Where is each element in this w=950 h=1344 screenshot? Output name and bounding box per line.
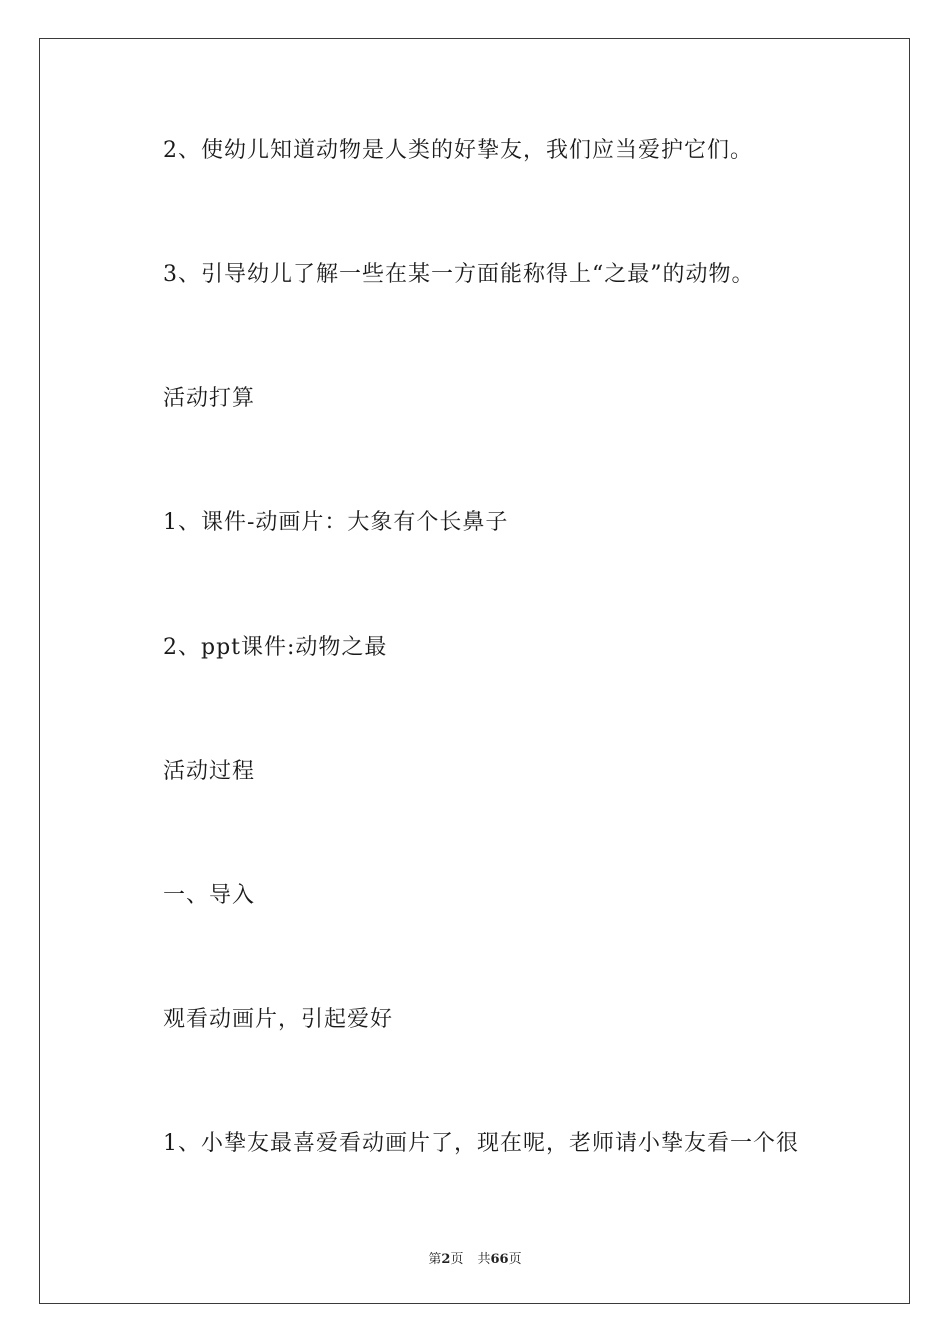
paragraph-goal-2: 2、使幼儿知道动物是人类的好挚友，我们应当爱护它们。 bbox=[163, 138, 753, 163]
paragraph-watch-cartoon: 观看动画片，引起爱好 bbox=[163, 1007, 394, 1032]
page-prefix: 第 bbox=[428, 1252, 442, 1267]
page-footer bbox=[0, 1248, 950, 1267]
paragraph-prep-2: 2、ppt课件:动物之最 bbox=[163, 635, 388, 660]
paragraph-step-1: 1、小挚友最喜爱看动画片了，现在呢，老师请小挚友看一个很 bbox=[163, 1131, 799, 1156]
total-suffix: 页 bbox=[508, 1252, 522, 1267]
heading-activity-process: 活动过程 bbox=[163, 759, 256, 784]
heading-activity-preparation: 活动打算 bbox=[163, 386, 256, 411]
page-number: 2 bbox=[441, 1252, 451, 1267]
page-border bbox=[39, 38, 910, 1304]
paragraph-prep-1: 1、课件-动画片：大象有个长鼻子 bbox=[163, 510, 509, 535]
page-suffix: 页 bbox=[450, 1252, 464, 1267]
total-pages: 66 bbox=[490, 1252, 509, 1267]
paragraph-goal-3: 3、引导幼儿了解一些在某一方面能称得上“之最”的动物。 bbox=[163, 262, 755, 287]
heading-introduction: 一、导入 bbox=[163, 883, 256, 908]
total-prefix: 共 bbox=[477, 1252, 491, 1267]
